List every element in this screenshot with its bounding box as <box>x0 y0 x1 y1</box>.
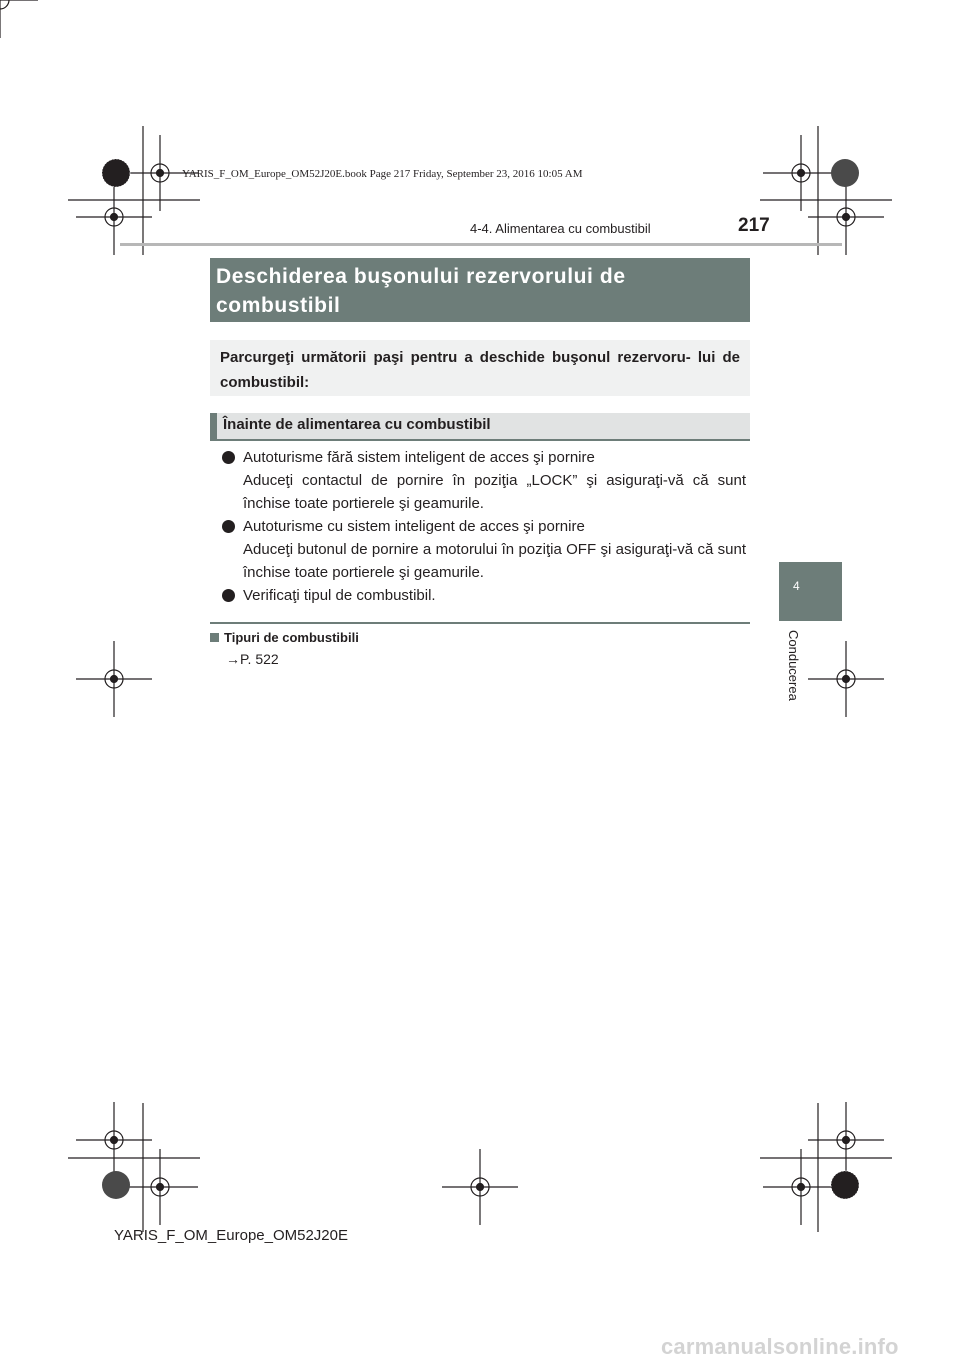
footer-code: YARIS_F_OM_Europe_OM52J20E <box>114 1227 349 1244</box>
note-heading <box>210 630 359 645</box>
note-title: Tipuri de combustibili <box>224 630 359 645</box>
section-end-rule <box>210 622 750 624</box>
subheading-marker <box>210 413 217 439</box>
intro-box <box>210 340 750 396</box>
chapter-label: Conducerea <box>786 630 801 701</box>
square-bullet-icon <box>210 633 219 642</box>
title-box <box>210 258 750 322</box>
page-number: 217 <box>738 215 770 236</box>
bullet-text: Aduceţi contactul de pornire în poziţia „LOCK” şi asiguraţi-vă că sunt închise toate portierele şi geamurile. <box>243 472 746 512</box>
bullet-icon <box>222 451 235 464</box>
page-title: Deschiderea buşonului rezervorului de combustibil <box>216 265 626 317</box>
bullet-label: Autoturisme fără sistem inteligent de acces şi pornire <box>243 449 595 466</box>
list-item <box>222 584 746 607</box>
bullet-icon <box>222 520 235 533</box>
watermark: carmanualsonline.info <box>661 1334 899 1359</box>
print-header: YARIS_F_OM_Europe_OM52J20E.book Page 217 Friday, September 23, 2016 10:05 AM <box>182 168 583 180</box>
bullet-icon <box>222 589 235 602</box>
chapter-label-box <box>778 630 808 710</box>
header-rule <box>120 243 842 246</box>
bullet-label: Autoturisme cu sistem inteligent de acces şi pornire <box>243 518 585 535</box>
subheading: Înainte de alimentarea cu combustibil <box>223 416 491 433</box>
subheading-box <box>210 413 750 441</box>
bullet-label: Verificaţi tipul de combustibil. <box>243 587 436 604</box>
intro-text: Parcurgeţi următorii paşi pentru a deschide buşonul rezervoru- lui de combustibil: <box>220 349 740 391</box>
list-item <box>222 515 746 584</box>
bullet-list <box>222 446 746 607</box>
page-reference-link[interactable]: →P. 522 <box>226 651 279 667</box>
bullet-text: Aduceţi butonul de pornire a motorului în poziţia OFF şi asiguraţi-vă că sunt închise toate portierele şi geamurile. <box>243 541 746 581</box>
chapter-tab <box>779 562 842 621</box>
chapter-number: 4 <box>793 579 800 593</box>
list-item <box>222 446 746 515</box>
section-label: 4-4. Alimentarea cu combustibil <box>470 221 651 236</box>
